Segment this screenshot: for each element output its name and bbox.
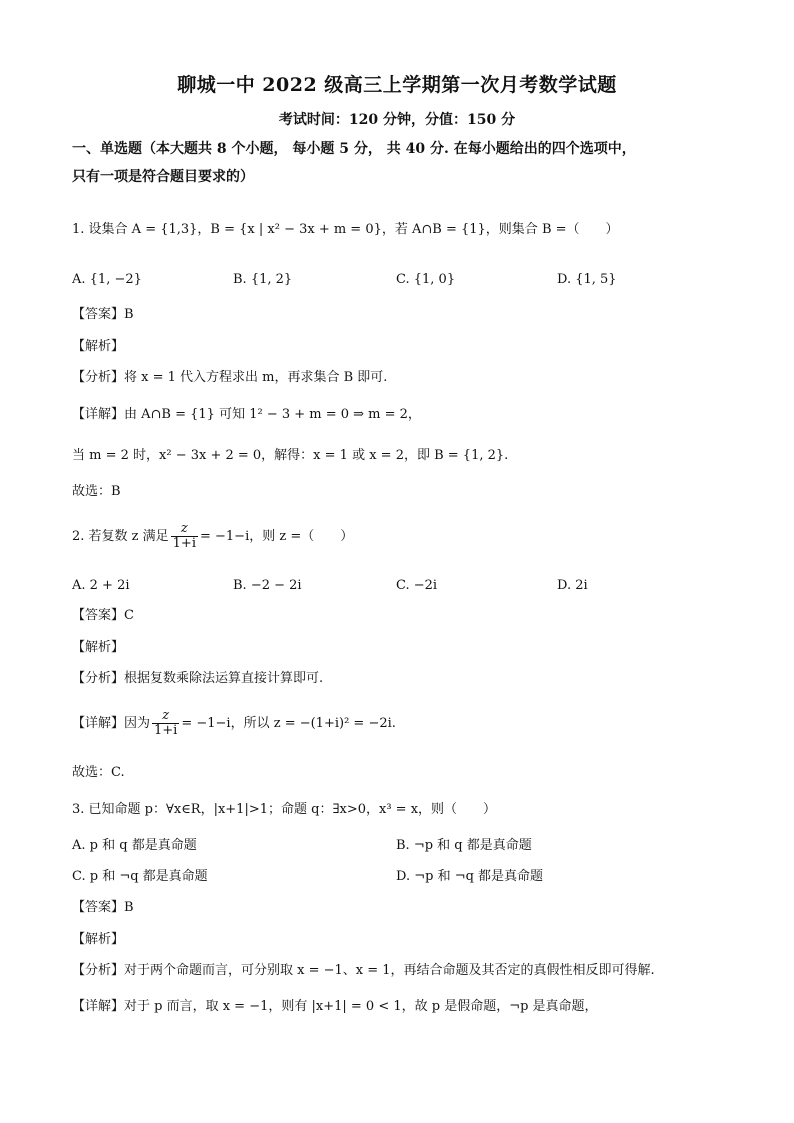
q2-stem-post: = −1−i，则 z =（ ）	[199, 529, 354, 544]
q1-fenxi: 【分析】将 x = 1 代入方程求出 m，再求集合 B 即可.	[72, 370, 388, 385]
q2-answer: 【答案】C	[72, 608, 134, 623]
q1-detail-2: 当 m = 2 时，x² − 3x + 2 = 0，解得：x = 1 或 x = 2，即 B = {1, 2}.	[72, 448, 509, 463]
q2-fenxi: 【分析】根据复数乘除法运算直接计算即可.	[72, 671, 324, 686]
q2-fraction-den: 1+i	[172, 536, 196, 551]
q1-analysis-label: 【解析】	[72, 339, 125, 354]
q2-option-a: A. 2 + 2i	[72, 578, 130, 593]
q1-option-d: D. {1, 5}	[557, 272, 617, 287]
q2-detail-fraction	[152, 709, 179, 738]
q2-fraction-num: z	[171, 522, 198, 537]
q1-option-c: C. {1, 0}	[396, 272, 456, 287]
section-heading-line2: 只有一项是符合题目要求的）	[72, 169, 254, 185]
q2-detail	[72, 709, 396, 738]
q3-stem: 3. 已知命题 p：∀x∈R，|x+1|>1；命题 q：∃x>0，x³ = x，则（ ）	[72, 802, 497, 817]
q2-detail-post: = −1−i，所以 z = −(1+i)² = −2i.	[181, 716, 396, 731]
q3-option-b: B. ¬p 和 q 都是真命题	[396, 838, 532, 853]
q3-option-d: D. ¬p 和 ¬q 都是真命题	[396, 869, 544, 884]
q2-option-d: D. 2i	[557, 578, 588, 593]
section-heading-line1: 一、单选题（本大题共 8 个小题， 每小题 5 分， 共 40 分. 在每小题给出的四个选项中，	[72, 141, 636, 157]
q3-analysis-label: 【解析】	[72, 932, 125, 947]
q2-fraction	[171, 522, 198, 551]
q2-stem-pre: 2. 若复数 z 满足	[72, 529, 169, 544]
q3-option-a: A. p 和 q 都是真命题	[72, 838, 197, 853]
q1-answer: 【答案】B	[72, 307, 134, 322]
q2-choice: 故选：C.	[72, 765, 125, 780]
page-subtitle: 考试时间：120 分钟，分值：150 分	[278, 112, 516, 128]
q2-detail-fraction-num: z	[152, 709, 179, 724]
q3-detail: 【详解】对于 p 而言，取 x = −1，则有 |x+1| = 0 < 1，故 p 是假命题，¬p 是真命题，	[72, 999, 598, 1014]
q1-option-b: B. {1, 2}	[233, 272, 293, 287]
q2-option-b: B. −2 − 2i	[233, 578, 302, 593]
q1-choice: 故选：B	[72, 484, 121, 499]
q2-analysis-label: 【解析】	[72, 640, 125, 655]
q3-option-c: C. p 和 ¬q 都是真命题	[72, 869, 208, 884]
page-title: 聊城一中 2022 级高三上学期第一次月考数学试题	[177, 74, 617, 96]
q2-detail-fraction-den: 1+i	[154, 723, 178, 738]
q1-stem: 1. 设集合 A = {1,3}，B = {x | x² − 3x + m = 0}，若 A∩B = {1}，则集合 B =（ ）	[72, 222, 619, 237]
q3-answer: 【答案】B	[72, 900, 134, 915]
q3-fenxi: 【分析】对于两个命题而言，可分别取 x = −1、x = 1，再结合命题及其否定的真假性相反即可得解.	[72, 963, 655, 978]
q2-option-c: C. −2i	[396, 578, 438, 593]
q1-option-a: A. {1, −2}	[72, 272, 142, 287]
q1-detail-1: 【详解】由 A∩B = {1} 可知 1² − 3 + m = 0 ⇒ m = 2，	[72, 407, 421, 422]
q2-stem	[72, 522, 353, 551]
q2-detail-pre: 【详解】因为	[72, 716, 151, 731]
